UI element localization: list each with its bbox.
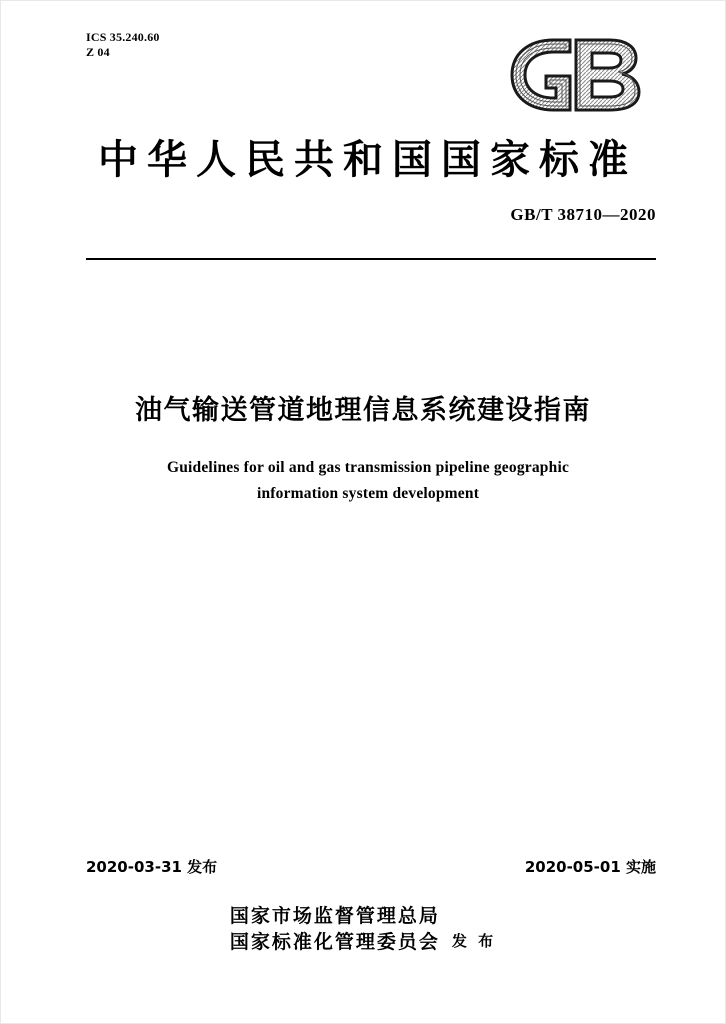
issuing-organizations (0, 903, 726, 955)
standard-number: GB/T 38710—2020 (510, 205, 656, 224)
footer-dates (86, 856, 656, 877)
ics-code: ICS 35.240.60 (86, 30, 160, 44)
ics-block (86, 30, 160, 60)
issuer-line-2: 国家标准化管理委员会 (229, 931, 440, 953)
document-title-english (120, 455, 616, 507)
classification-code: Z 04 (86, 45, 110, 59)
national-standard-heading: 中华人民共和国国家标准 (98, 137, 637, 183)
document-title-english-line2: information system development (256, 485, 480, 502)
document-title-english-line1: Guidelines for oil and gas transmission pipeline geographic (166, 459, 570, 476)
implementation-date: 2020-05-01 实施 (524, 858, 656, 876)
issue-date: 2020-03-31 发布 (86, 858, 218, 876)
header-divider (86, 258, 656, 260)
issuer-line-1: 国家市场监督管理总局 (229, 905, 440, 927)
issuer-action-label: 发 布 (451, 932, 497, 950)
gb-emblem-icon (506, 36, 648, 114)
document-title-chinese: 油气输送管道地理信息系统建设指南 (135, 395, 591, 426)
issuer-names (230, 903, 440, 955)
